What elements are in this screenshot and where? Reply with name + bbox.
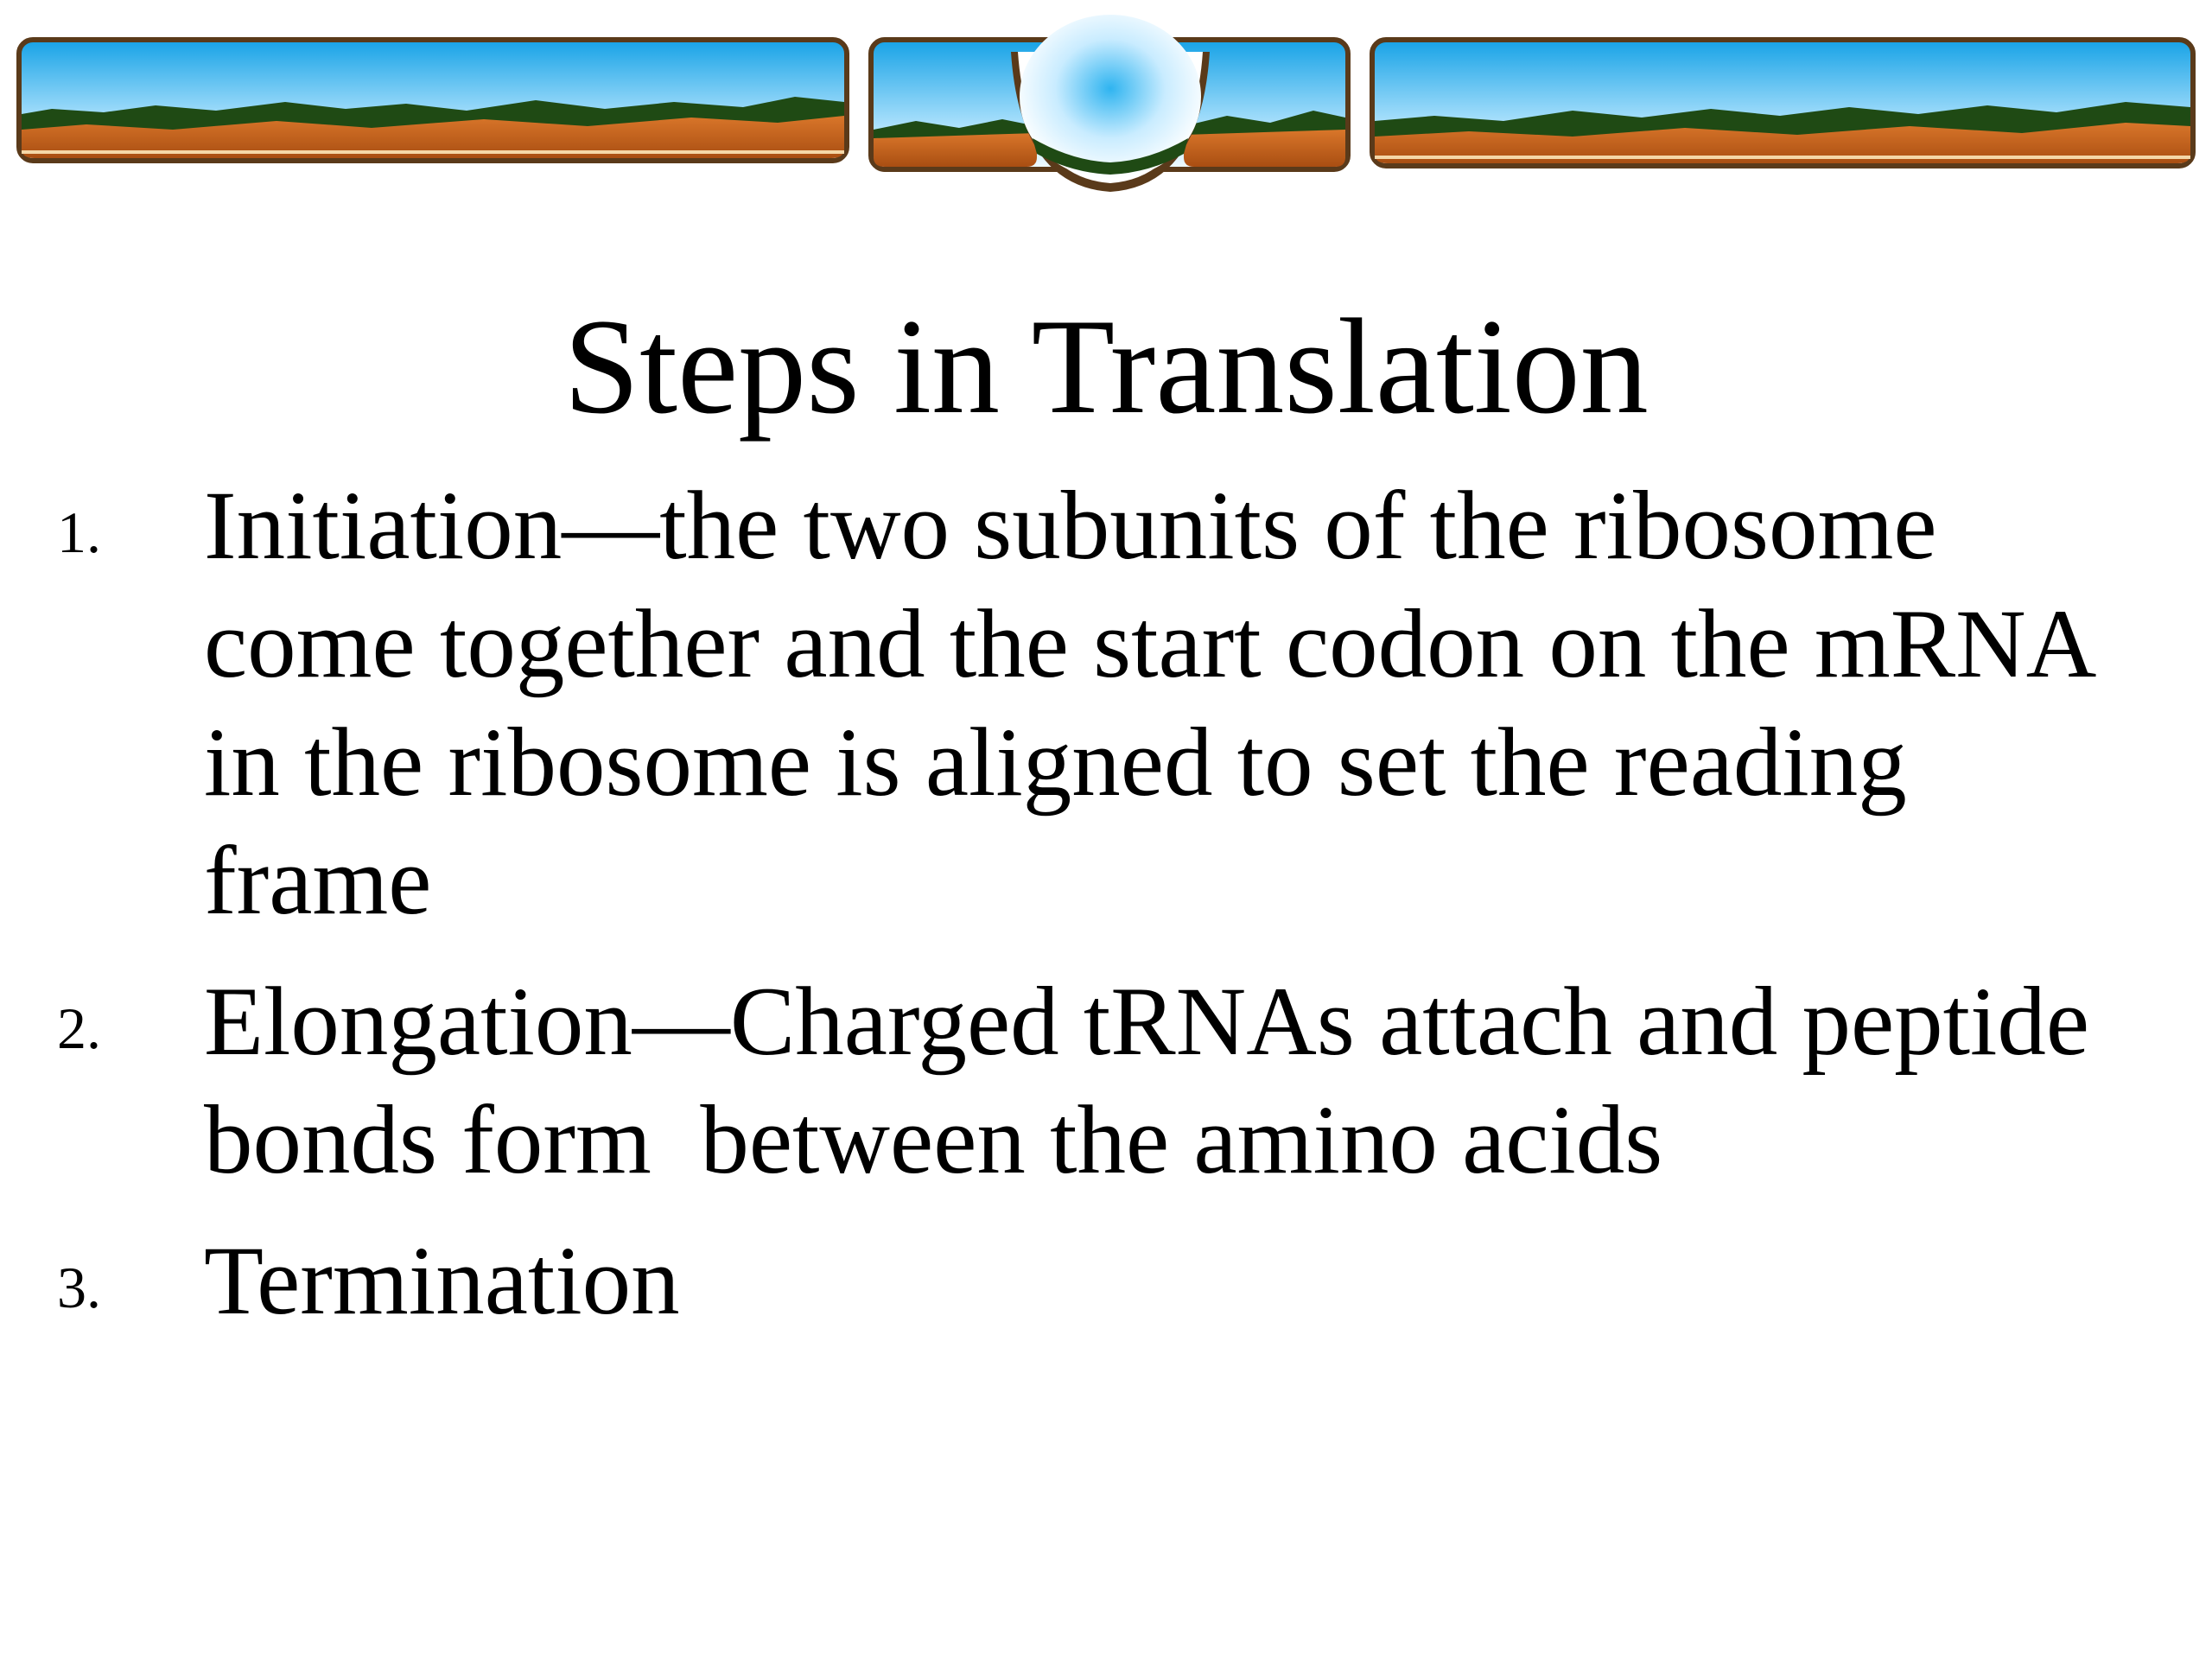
step-number: 3.: [57, 1255, 101, 1320]
step-number: 2.: [57, 995, 101, 1061]
step-text: Elongation—Charged tRNAs attach and peptide bonds form between the amino acids: [204, 968, 2114, 1194]
banner-right-panel: [1372, 40, 2193, 166]
list-item: [0, 1222, 2212, 1340]
step-text: Termination: [204, 1227, 680, 1335]
list-item: [0, 467, 2212, 940]
steps-list: [0, 467, 2212, 1340]
step-number: 1.: [57, 499, 101, 565]
landscape-banner-icon: [0, 0, 2212, 207]
step-text: Initiation—the two subunits of the ribosome come together and the start codon on the mRNA in the ribosome is aligned to set the reading frame: [204, 472, 2116, 935]
list-item: [0, 963, 2212, 1199]
slide-title: Steps in Translation: [563, 291, 1649, 442]
banner-left-panel: [19, 40, 847, 161]
banner-center-panel: [871, 15, 1348, 192]
